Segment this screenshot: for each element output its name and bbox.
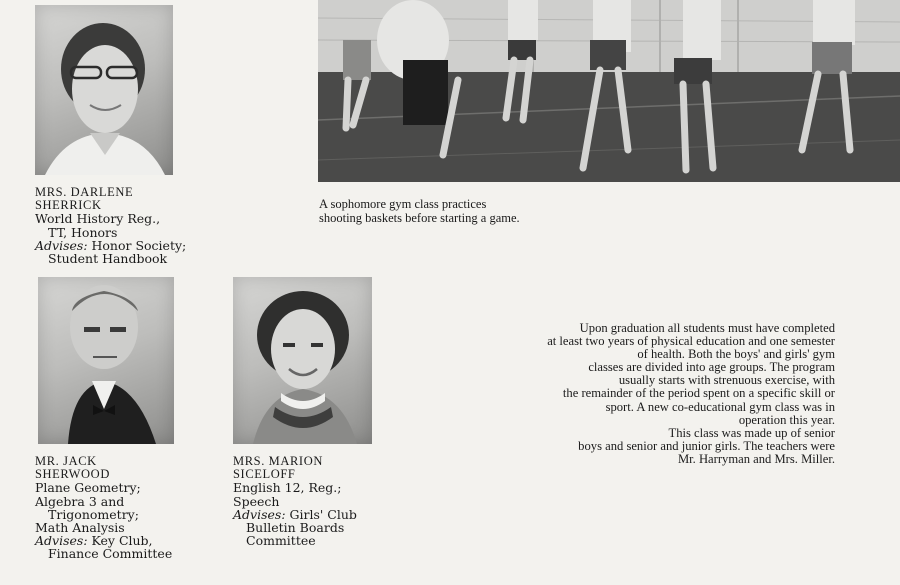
advises-label: Advises: (233, 506, 286, 522)
teacher-name-line-2: SHERRICK (35, 198, 102, 213)
paragraph-line: of health. Both the boys' and girls' gym (637, 347, 835, 362)
caption-siceloff (233, 455, 357, 547)
teacher-subject-2: Algebra 3 and (35, 493, 125, 509)
teacher-subject: English 12, Reg.; (233, 480, 342, 496)
gym-scene-illustration (318, 0, 900, 182)
advises-label: Advises: (35, 533, 88, 549)
paragraph-line: boys and senior and junior girls. The teachers were (578, 438, 835, 453)
advises-item-3: Committee (246, 533, 316, 549)
teacher-subject-detail: TT, Honors (48, 224, 118, 240)
portrait-siceloff (233, 277, 372, 444)
advises-item: Honor Society; (87, 237, 187, 253)
teacher-name-line-1: MR. JACK (35, 454, 97, 468)
gym-photo-caption (319, 197, 520, 225)
teacher-subject: Plane Geometry; (35, 480, 141, 496)
portrait-sherrick (35, 5, 173, 175)
teacher-name-line-1: MRS. MARION (233, 454, 323, 468)
paragraph-line: usually starts with strenuous exercise, with (618, 373, 835, 388)
paragraph-line: operation this year. (738, 412, 835, 427)
gym-caption-line-1: A sophomore gym class practices (319, 197, 487, 211)
paragraph-line: This class was made up of senior (668, 425, 835, 440)
paragraph-line: classes are divided into age groups. The program (588, 360, 835, 375)
teacher-subject-3: Trigonometry; (48, 506, 139, 522)
teacher-name-line-1: MRS. DARLENE (35, 185, 134, 199)
advises-label: Advises: (35, 237, 88, 253)
gym-caption-line-2: shooting baskets before starting a game. (319, 211, 520, 225)
advises-item: Key Club, (87, 533, 153, 549)
paragraph-line: sport. A new co-educational gym class was in (605, 399, 835, 414)
gym-class-photo (318, 0, 900, 182)
paragraph-line: Mr. Harryman and Mrs. Miller. (677, 451, 835, 466)
portrait-sherrick-illustration (35, 5, 173, 175)
physical-education-paragraph (488, 322, 835, 466)
teacher-subject-2: Speech (233, 493, 280, 509)
paragraph-line: the remainder of the period spent on a specific skill or (562, 386, 835, 401)
teacher-name-line-2: SICELOFF (233, 467, 296, 482)
teacher-name-line-2: SHERWOOD (35, 467, 110, 482)
teacher-subject: World History Reg., (35, 211, 161, 227)
paragraph-line: at least two years of physical education and one semester (547, 334, 835, 349)
portrait-sherwood (38, 277, 174, 444)
advises-item: Girls' Club (285, 506, 357, 522)
advises-item-2: Bulletin Boards (246, 520, 345, 536)
advises-item-2: Student Handbook (48, 251, 168, 267)
advises-item-2: Finance Committee (48, 546, 173, 562)
portrait-siceloff-illustration (233, 277, 372, 444)
portrait-sherwood-illustration (38, 277, 174, 444)
caption-sherrick (35, 186, 186, 265)
caption-sherwood (35, 455, 172, 561)
paragraph-line: Upon graduation all students must have completed (579, 321, 835, 335)
teacher-subject-4: Math Analysis (35, 520, 125, 536)
